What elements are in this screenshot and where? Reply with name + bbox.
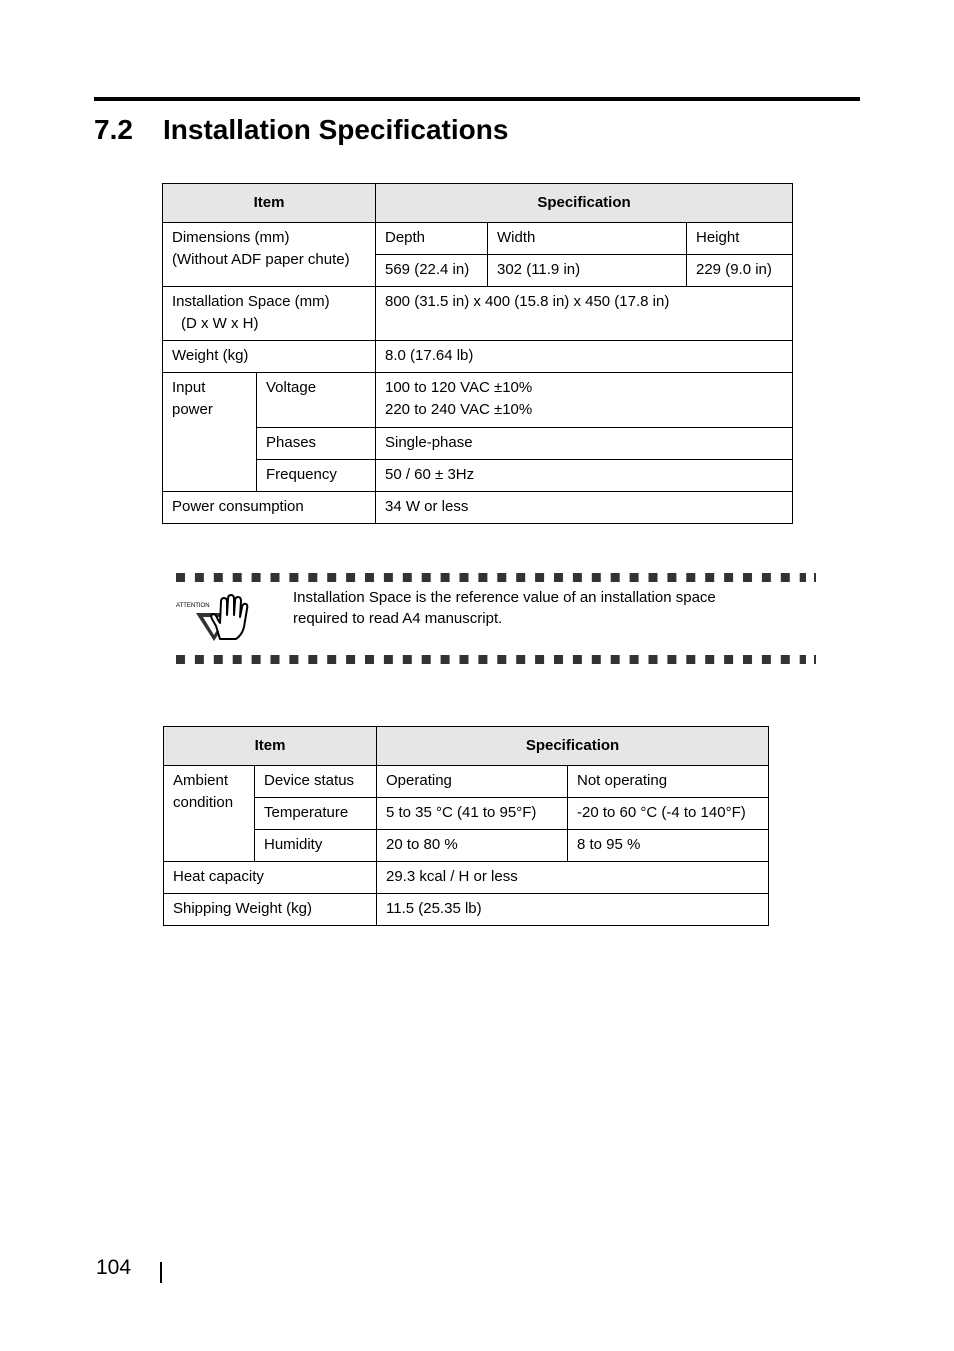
weight-value: 8.0 (17.64 lb) — [376, 341, 793, 373]
shipping-weight-label: Shipping Weight (kg) — [164, 894, 377, 926]
power-consumption-label: Power consumption — [163, 492, 376, 524]
temperature-operating: 5 to 35 °C (41 to 95°F) — [377, 798, 568, 830]
section-top-rule — [94, 97, 860, 101]
header-item: Item — [164, 727, 377, 766]
depth-value: 569 (22.4 in) — [376, 255, 488, 287]
table-row — [163, 460, 793, 492]
table-row — [164, 830, 769, 862]
table-header-row — [164, 727, 769, 766]
height-label: Height — [687, 223, 793, 255]
header-specification: Specification — [376, 184, 793, 223]
frequency-value: 50 / 60 ± 3Hz — [376, 460, 793, 492]
dashed-border-top — [176, 573, 818, 582]
humidity-not-operating: 8 to 95 % — [568, 830, 769, 862]
table-row — [164, 798, 769, 830]
table-row — [163, 492, 793, 524]
shipping-weight-value: 11.5 (25.35 lb) — [377, 894, 769, 926]
attention-text: Installation Space is the reference value of an installation space required to read A4 manuscript. — [293, 589, 716, 627]
humidity-label: Humidity — [255, 830, 377, 862]
installation-space-value: 800 (31.5 in) x 400 (15.8 in) x 450 (17.8 in) — [376, 287, 793, 341]
svg-text:ATTENTION: ATTENTION — [176, 603, 210, 609]
attention-note — [176, 571, 818, 671]
operating-label: Operating — [377, 766, 568, 798]
not-operating-label: Not operating — [568, 766, 769, 798]
header-item: Item — [163, 184, 376, 223]
temperature-not-operating: -20 to 60 °C (-4 to 140°F) — [568, 798, 769, 830]
installation-space-label: Installation Space (mm) (D x W x H) — [163, 287, 376, 341]
page-number: 104 — [96, 1256, 132, 1279]
table-row — [164, 894, 769, 926]
table-header-row — [163, 184, 793, 223]
table-row — [163, 341, 793, 373]
dimensions-label: Dimensions (mm) (Without ADF paper chute) — [163, 223, 376, 287]
table-row — [163, 223, 793, 255]
section-number: 7.2 — [94, 114, 133, 145]
heat-capacity-label: Heat capacity — [164, 862, 377, 894]
weight-label: Weight (kg) — [163, 341, 376, 373]
voltage-value: 100 to 120 VAC ±10% 220 to 240 VAC ±10% — [376, 373, 793, 428]
header-specification: Specification — [377, 727, 769, 766]
page-title — [94, 114, 508, 146]
attention-hand-icon — [176, 593, 252, 643]
table-row — [163, 287, 793, 341]
voltage-label: Voltage — [257, 373, 376, 428]
power-consumption-value: 34 W or less — [376, 492, 793, 524]
section-title: Installation Specifications — [163, 114, 509, 145]
dashed-border-bottom — [176, 655, 818, 664]
input-power-label: Input power — [163, 373, 257, 492]
installation-spec-table — [162, 183, 793, 524]
table-row — [164, 766, 769, 798]
phases-label: Phases — [257, 428, 376, 460]
depth-label: Depth — [376, 223, 488, 255]
heat-capacity-value: 29.3 kcal / H or less — [377, 862, 769, 894]
height-value: 229 (9.0 in) — [687, 255, 793, 287]
environment-spec-table — [163, 726, 769, 926]
width-value: 302 (11.9 in) — [488, 255, 687, 287]
table-row — [163, 373, 793, 428]
page-number-bar — [160, 1262, 162, 1283]
ambient-condition-label: Ambient condition — [164, 766, 255, 862]
table-row — [164, 862, 769, 894]
device-status-label: Device status — [255, 766, 377, 798]
phases-value: Single-phase — [376, 428, 793, 460]
width-label: Width — [488, 223, 687, 255]
temperature-label: Temperature — [255, 798, 377, 830]
table-row — [163, 428, 793, 460]
humidity-operating: 20 to 80 % — [377, 830, 568, 862]
frequency-label: Frequency — [257, 460, 376, 492]
